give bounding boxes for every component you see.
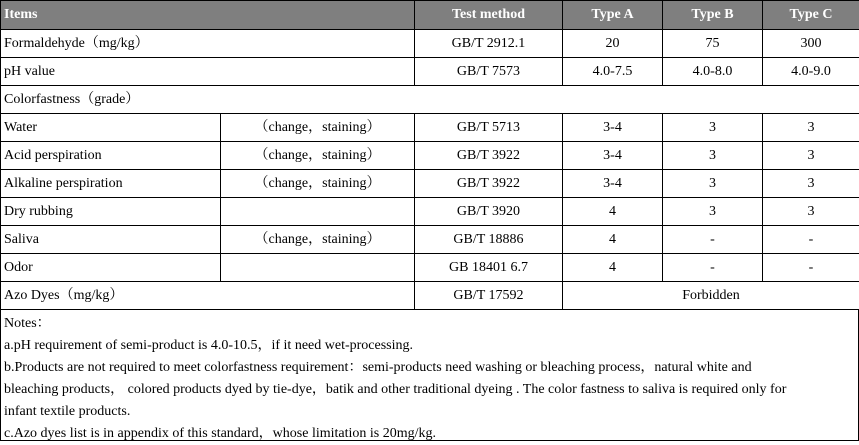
table-row bbox=[1, 170, 859, 198]
table-row bbox=[1, 58, 859, 86]
row-sub: （change，staining） bbox=[221, 226, 415, 254]
notes-section bbox=[0, 310, 859, 441]
row-type-a: 4 bbox=[563, 254, 663, 282]
row-method: GB/T 3922 bbox=[415, 170, 563, 198]
row-item: Alkaline perspiration bbox=[1, 170, 221, 198]
row-type-c: - bbox=[763, 254, 859, 282]
row-type-a: 3-4 bbox=[563, 142, 663, 170]
note-c: c.Azo dyes list is in appendix of this standard，whose limitation is 20mg/kg. bbox=[4, 423, 855, 445]
row-type-c: 3 bbox=[763, 114, 859, 142]
header-test-method: Test method bbox=[415, 1, 563, 30]
row-type-a: 4 bbox=[563, 226, 663, 254]
row-item: Azo Dyes（mg/kg） bbox=[1, 282, 415, 310]
row-method: GB/T 2912.1 bbox=[415, 30, 563, 58]
row-item: Saliva bbox=[1, 226, 221, 254]
row-item: pH value bbox=[1, 58, 415, 86]
row-method: GB/T 17592 bbox=[415, 282, 563, 310]
header-type-a: Type A bbox=[563, 1, 663, 30]
row-type-c: 3 bbox=[763, 142, 859, 170]
row-method: GB 18401 6.7 bbox=[415, 254, 563, 282]
row-method: GB/T 5713 bbox=[415, 114, 563, 142]
table-row bbox=[1, 226, 859, 254]
row-sub: （change，staining） bbox=[221, 170, 415, 198]
row-type-b: - bbox=[663, 226, 763, 254]
colorfastness-label: Colorfastness（grade） bbox=[1, 86, 859, 114]
table-row bbox=[1, 114, 859, 142]
table-row bbox=[1, 198, 859, 226]
row-item: Formaldehyde（mg/kg） bbox=[1, 30, 415, 58]
table-row bbox=[1, 142, 859, 170]
header-type-b: Type B bbox=[663, 1, 763, 30]
row-method: GB/T 3922 bbox=[415, 142, 563, 170]
table-header-row bbox=[1, 1, 859, 30]
note-a: a.pH requirement of semi-product is 4.0-10.5，if it need wet-processing. bbox=[4, 335, 855, 357]
row-type-c: 300 bbox=[763, 30, 859, 58]
row-type-c: 3 bbox=[763, 198, 859, 226]
row-sub: （change，staining） bbox=[221, 142, 415, 170]
header-type-c: Type C bbox=[763, 1, 859, 30]
row-method: GB/T 18886 bbox=[415, 226, 563, 254]
row-type-a: 20 bbox=[563, 30, 663, 58]
table-row bbox=[1, 30, 859, 58]
note-b-line-2: bleaching products， colored products dyed by tie-dye，batik and other traditional dyeing . The color fastness to saliva is required only for bbox=[4, 379, 855, 401]
row-item: Water bbox=[1, 114, 221, 142]
row-type-b: 3 bbox=[663, 114, 763, 142]
row-type-a: 4 bbox=[563, 198, 663, 226]
row-item: Dry rubbing bbox=[1, 198, 221, 226]
note-b-line-3: infant textile products. bbox=[4, 401, 855, 423]
row-type-c: 4.0-9.0 bbox=[763, 58, 859, 86]
row-type-b: 3 bbox=[663, 142, 763, 170]
note-b-line-1: b.Products are not required to meet colorfastness requirement：semi-products need washing or bleaching process，natural white and bbox=[4, 357, 855, 379]
row-type-c: - bbox=[763, 226, 859, 254]
header-items: Items bbox=[1, 1, 415, 30]
row-type-b: 75 bbox=[663, 30, 763, 58]
row-item: Acid perspiration bbox=[1, 142, 221, 170]
row-sub bbox=[221, 198, 415, 226]
row-method: GB/T 3920 bbox=[415, 198, 563, 226]
table-row bbox=[1, 254, 859, 282]
row-type-b: - bbox=[663, 254, 763, 282]
row-type-a: 4.0-7.5 bbox=[563, 58, 663, 86]
row-type-b: 3 bbox=[663, 198, 763, 226]
colorfastness-section-row bbox=[1, 86, 859, 114]
row-type-a: 3-4 bbox=[563, 114, 663, 142]
row-type-b: 3 bbox=[663, 170, 763, 198]
row-item: Odor bbox=[1, 254, 221, 282]
row-forbidden: Forbidden bbox=[563, 282, 859, 310]
row-type-c: 3 bbox=[763, 170, 859, 198]
row-type-b: 4.0-8.0 bbox=[663, 58, 763, 86]
notes-title: Notes： bbox=[4, 313, 855, 335]
row-method: GB/T 7573 bbox=[415, 58, 563, 86]
row-sub-empty bbox=[221, 254, 415, 282]
row-type-a: 3-4 bbox=[563, 170, 663, 198]
table-row bbox=[1, 282, 859, 310]
row-sub: （change，staining） bbox=[221, 114, 415, 142]
